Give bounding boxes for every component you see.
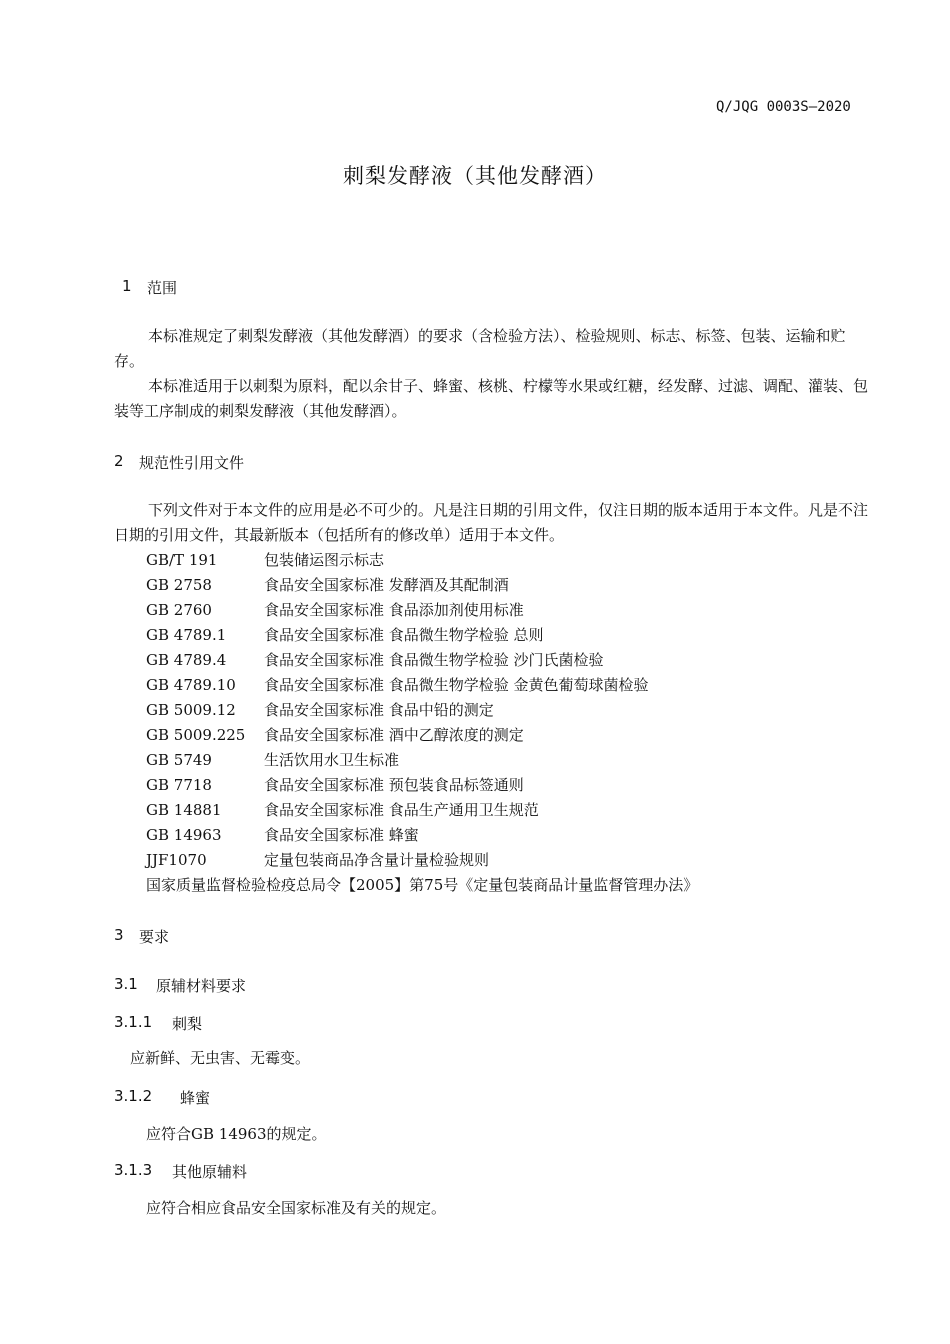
- reference-title: 食品安全国家标准 食品生产通用卫生规范: [264, 801, 539, 819]
- reference-item: [146, 723, 524, 748]
- reference-title: 食品安全国家标准 预包装食品标签通则: [264, 776, 524, 794]
- reference-code: GB/T 191: [146, 551, 218, 569]
- reference-code: GB 4789.1: [146, 626, 227, 644]
- reference-code: GB 5009.12: [146, 701, 236, 719]
- reference-item: [146, 698, 494, 723]
- reference-code: GB 5009.225: [146, 726, 246, 744]
- reference-code: GB 5749: [146, 751, 212, 769]
- reference-code: GB 2760: [146, 601, 212, 619]
- reference-item: [146, 673, 649, 698]
- page-title: 刺梨发酵液（其他发酵酒）: [343, 164, 607, 188]
- regulation-reference: 国家质量监督检验检疫总局令【2005】第75号《定量包装商品计量监督管理办法》: [146, 876, 699, 894]
- reference-title: 定量包装商品净含量计量检验规则: [264, 851, 490, 869]
- reference-item: [146, 648, 604, 673]
- section-2-heading: 规范性引用文件: [139, 454, 245, 472]
- reference-title: 包装储运图示标志: [264, 551, 385, 569]
- section-2-para: 下列文件对于本文件的应用是必不可少的。凡是注日期的引用文件，仅注日期的版本适用于本文件。凡是不注日期的引用文件，其最新版本（包括所有的修改单）适用于本文件。: [114, 501, 869, 544]
- section-1-para-1: 本标准规定了刺梨发酵液（其他发酵酒）的要求（含检验方法）、检验规则、标志、标签、包装、运输和贮存。: [114, 327, 846, 370]
- reference-item: [146, 848, 489, 873]
- reference-item: [146, 623, 544, 648]
- doc-code: Q/JQG 0003S—2020: [716, 99, 851, 115]
- reference-title: 食品安全国家标准 食品添加剂使用标准: [264, 601, 524, 619]
- subsection-3-1-heading: 原辅材料要求: [156, 977, 247, 995]
- reference-item: [146, 748, 399, 773]
- item-3-1-2-text: 应符合GB 14963的规定。: [146, 1125, 327, 1143]
- item-3-1-1-heading: 刺梨: [172, 1015, 203, 1033]
- reference-item: [146, 573, 509, 598]
- section-2-number: 2: [114, 452, 124, 470]
- reference-item: [146, 798, 539, 823]
- item-3-1-3-heading: 其他原辅料: [172, 1163, 248, 1181]
- reference-code: GB 14963: [146, 826, 222, 844]
- item-3-1-2-number: 3.1.2: [114, 1087, 153, 1105]
- reference-item: [146, 548, 384, 573]
- section-3-number: 3: [114, 926, 124, 944]
- section-3-heading: 要求: [139, 928, 170, 946]
- item-3-1-3-number: 3.1.3: [114, 1161, 153, 1179]
- reference-title: 食品安全国家标准 食品微生物学检验 金黄色葡萄球菌检验: [264, 676, 649, 694]
- reference-title: 食品安全国家标准 蜂蜜: [264, 826, 419, 844]
- reference-code: GB 4789.10: [146, 676, 236, 694]
- reference-title: 食品安全国家标准 食品微生物学检验 沙门氏菌检验: [264, 651, 604, 669]
- item-3-1-1-number: 3.1.1: [114, 1013, 153, 1031]
- reference-code: GB 4789.4: [146, 651, 227, 669]
- reference-code: GB 14881: [146, 801, 222, 819]
- reference-item: [146, 823, 419, 848]
- reference-title: 食品安全国家标准 食品中铅的测定: [264, 701, 494, 719]
- item-3-1-3-text: 应符合相应食品安全国家标准及有关的规定。: [146, 1199, 447, 1217]
- item-3-1-1-text: 应新鲜、无虫害、无霉变。: [130, 1049, 311, 1067]
- reference-code: GB 7718: [146, 776, 212, 794]
- reference-code: JJF1070: [146, 851, 207, 869]
- reference-title: 生活饮用水卫生标准: [264, 751, 400, 769]
- reference-code: GB 2758: [146, 576, 212, 594]
- reference-item: [146, 773, 524, 798]
- reference-title: 食品安全国家标准 酒中乙醇浓度的测定: [264, 726, 524, 744]
- section-1-heading: 范围: [147, 279, 178, 297]
- section-1-para-2: 本标准适用于以刺梨为原料，配以余甘子、蜂蜜、核桃、柠檬等水果或红糖，经发酵、过滤、调配、灌装、包装等工序制成的刺梨发酵液（其他发酵酒）。: [114, 377, 869, 420]
- subsection-3-1-number: 3.1: [114, 975, 138, 993]
- section-1-number: 1: [122, 277, 132, 295]
- reference-item: [146, 598, 524, 623]
- reference-title: 食品安全国家标准 食品微生物学检验 总则: [264, 626, 544, 644]
- reference-title: 食品安全国家标准 发酵酒及其配制酒: [264, 576, 509, 594]
- item-3-1-2-heading: 蜂蜜: [180, 1089, 211, 1107]
